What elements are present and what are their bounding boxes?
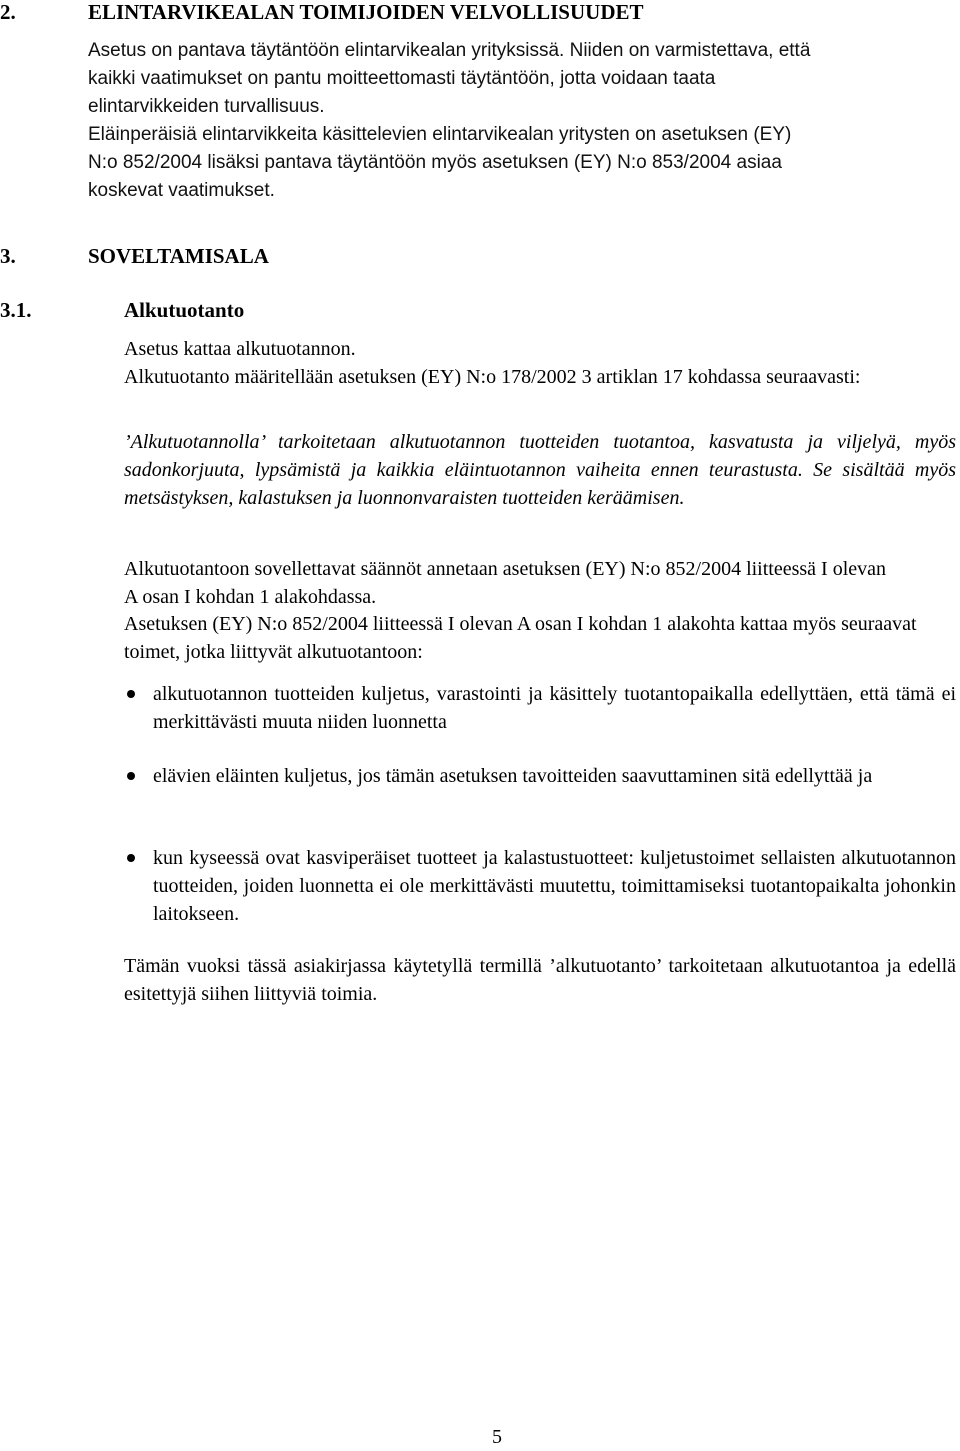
list-item-text: kun kyseessä ovat kasviperäiset tuotteet ja kalastustuotteet: kuljetustoimet sellaisten alkutuotannon tuotteiden, joiden luonnetta ei ole merkittävästi muutettu, toimittamiseksi tuotantopaikalta johonkin laitokseen.	[153, 847, 956, 925]
definition-quote: ’Alkutuotannolla’ tarkoitetaan alkutuotannon tuotteiden tuotantoa, kasvatusta ja viljelyä, myös sadonkorjuuta, lypsämistä ja kaikkia eläintuotannon vaiheita ennen teurastusta. Se sisältää myös metsästyksen, kalastuksen ja luonnonvaraisten tuotteiden keräämisen.	[124, 431, 956, 509]
rules-paragraph-2: Asetuksen (EY) N:o 852/2004 liitteessä I olevan A osan I kohdan 1 alakohta kattaa myös seuraavat toimet, jotka liittyvät alkutuotantoon:	[124, 613, 917, 663]
section-2-paragraph-2	[88, 121, 958, 205]
text-line: koskevat vaatimukset.	[88, 180, 275, 201]
text-line: elintarvikkeiden turvallisuus.	[88, 96, 325, 117]
intro-paragraph: Asetus kattaa alkutuotannon.	[124, 338, 356, 360]
list-item-text: alkutuotannon tuotteiden kuljetus, varastointi ja käsittely tuotantopaikalla edellyttäen, että tämä ei merkittävästi muuta niiden luonnetta	[153, 683, 956, 733]
section-2-heading	[0, 0, 960, 26]
bullet-icon	[127, 690, 135, 698]
bullet-icon	[127, 772, 135, 780]
section-2-number: 2.	[0, 0, 16, 24]
section-2-title: ELINTARVIKEALAN TOIMIJOIDEN VELVOLLISUUDET	[88, 0, 644, 24]
section-3-1-number: 3.1.	[0, 298, 32, 322]
section-3-heading	[0, 242, 960, 270]
rules-paragraph-1: Alkutuotantoon sovellettavat säännöt annetaan asetuksen (EY) N:o 852/2004 liitteessä I olevan A osan I kohdan 1 alakohdassa.	[124, 558, 887, 608]
section-3-number: 3.	[0, 244, 16, 268]
text-line: kaikki vaatimukset on pantu moitteettomasti täytäntöön, jotta voidaan taata	[88, 68, 716, 89]
section-2-paragraph-1	[88, 37, 958, 121]
text-line: Asetus on pantava täytäntöön elintarvikealan yrityksissä. Niiden on varmistettava, että	[88, 40, 811, 61]
activities-bullet-list	[124, 680, 960, 940]
page-number: 5	[492, 1426, 502, 1448]
section-3-1-heading	[0, 296, 960, 324]
section-3-1-title: Alkutuotanto	[124, 298, 245, 322]
definition-lead-paragraph: Alkutuotanto määritellään asetuksen (EY) N:o 178/2002 3 artiklan 17 kohdassa seuraavasti:	[124, 366, 861, 388]
text-line: Eläinperäisiä elintarvikkeita käsittelevien elintarvikealan yritysten on asetuksen (EY)	[88, 124, 792, 145]
bullet-icon	[127, 854, 135, 862]
list-item-text: elävien eläinten kuljetus, jos tämän asetuksen tavoitteiden saavuttaminen sitä edellyttää ja	[153, 765, 873, 787]
closing-paragraph: Tämän vuoksi tässä asiakirjassa käytetyllä termillä ’alkutuotanto’ tarkoitetaan alkutuotantoa ja edellä esitettyjä siihen liittyviä toimia.	[124, 955, 956, 1005]
section-3-title: SOVELTAMISALA	[88, 244, 269, 268]
text-line: N:o 852/2004 lisäksi pantava täytäntöön myös asetuksen (EY) N:o 853/2004 asiaa	[88, 152, 782, 173]
